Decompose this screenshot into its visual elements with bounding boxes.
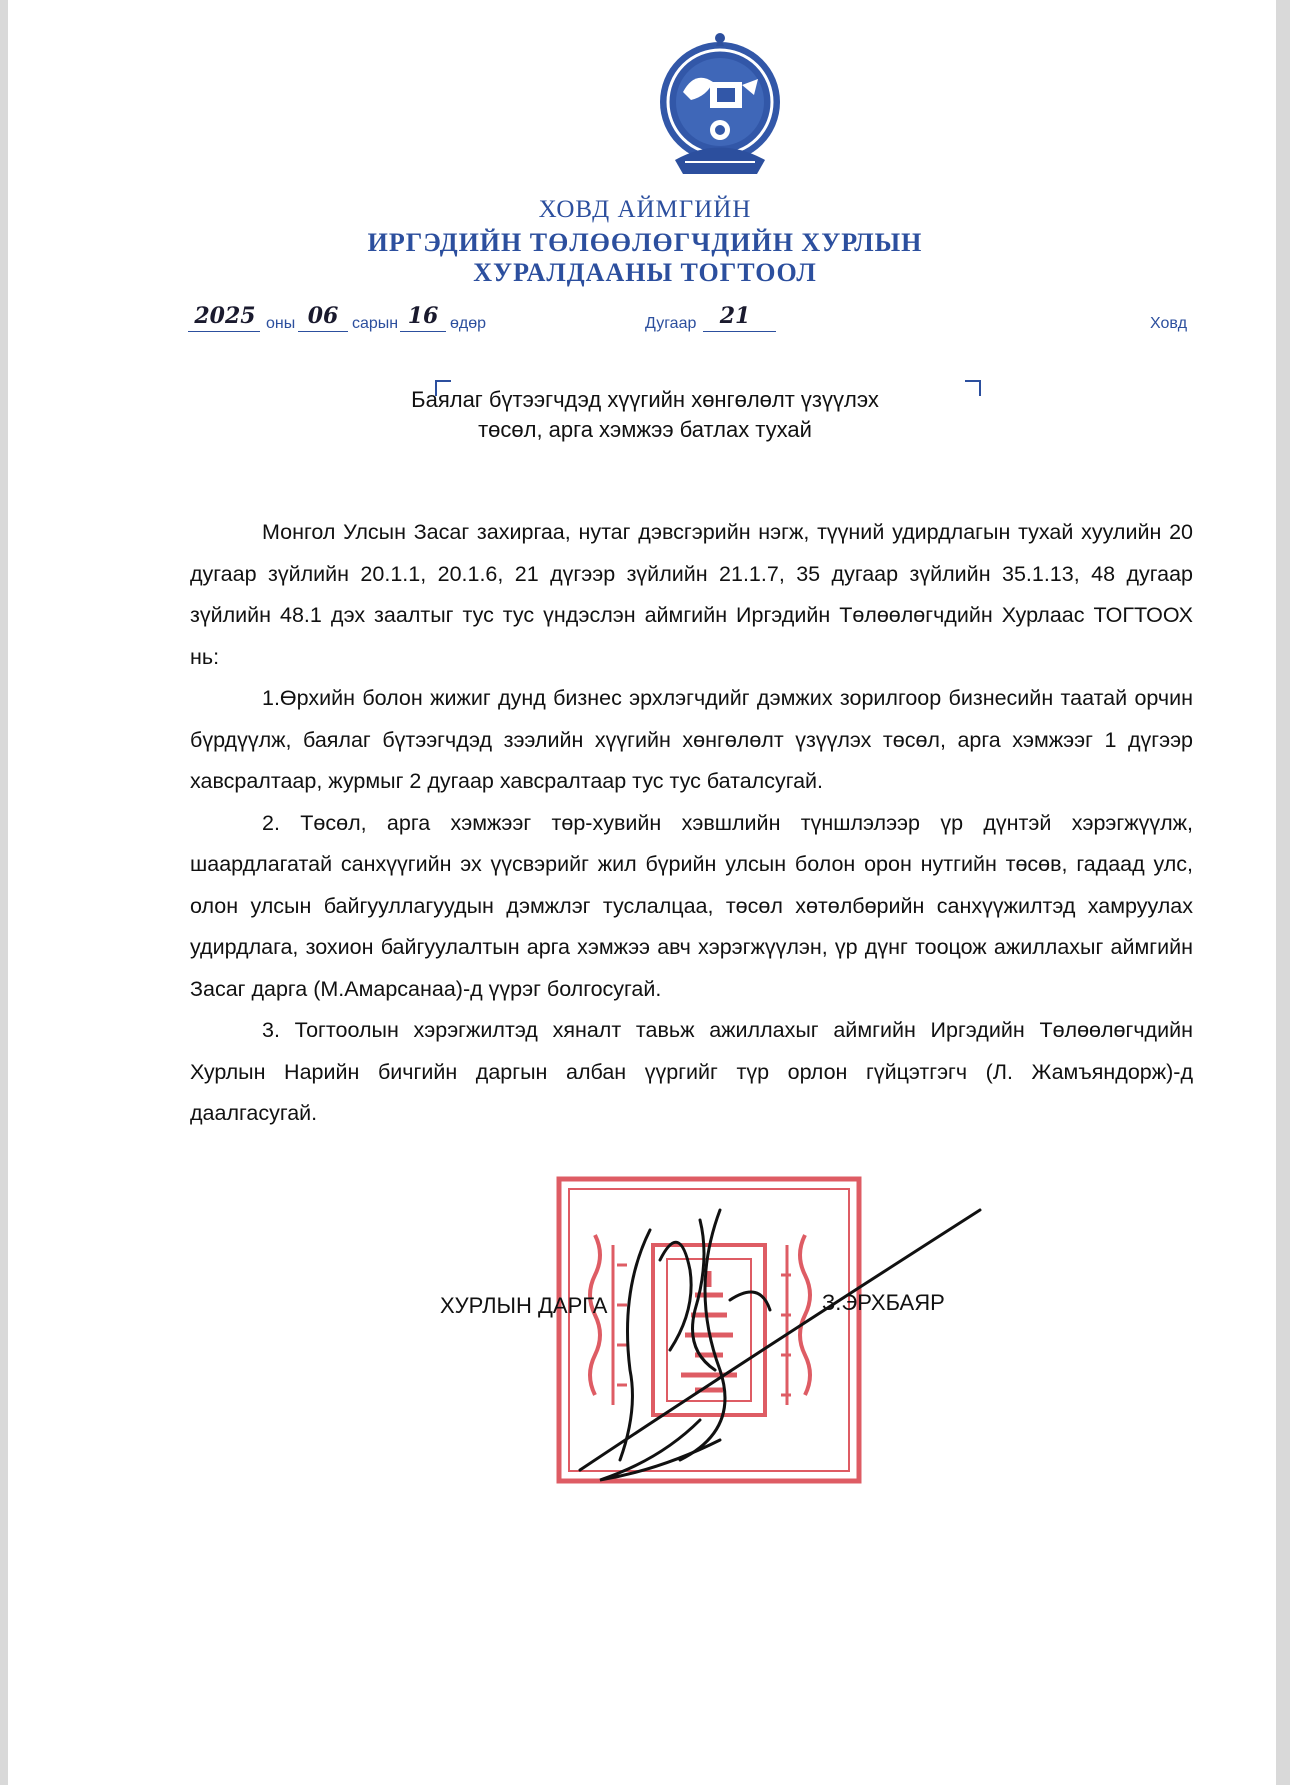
- header-line-council: ИРГЭДИЙН ТӨЛӨӨЛӨГЧДИЙН ХУРЛЫН: [367, 228, 923, 257]
- place-label: Ховд: [1150, 315, 1188, 332]
- subject-line-2: төсөл, арга хэмжээ батлах тухай: [478, 417, 812, 442]
- header-line-resolution: ХУРАЛДААНЫ ТОГТООЛ: [473, 258, 817, 287]
- resolution-body: [190, 512, 1193, 1135]
- month-label: сарын: [352, 315, 399, 332]
- state-emblem-icon: [655, 30, 785, 182]
- year-label: оны: [266, 315, 296, 332]
- handwritten-signature: [570, 1200, 990, 1490]
- year-value: 2025: [194, 303, 256, 329]
- day-label: өдөр: [450, 315, 487, 332]
- number-value: 21: [719, 303, 751, 329]
- header-line-aimag: ХОВД АЙМГИЙН: [538, 196, 752, 223]
- signatory-name: З.ЭРХБАЯР: [822, 1290, 945, 1315]
- number-underline: [703, 331, 776, 332]
- day-underline: [400, 331, 446, 332]
- number-label: Дугаар: [645, 315, 697, 332]
- subject-line-1: Баялаг бүтээгчдэд хүүгийн хөнгөлөлт үзүүлэх: [411, 387, 879, 412]
- signatory-title: ХУРЛЫН ДАРГА: [440, 1293, 608, 1318]
- item-3-paragraph: 3. Тогтоолын хэрэгжилтэд хяналт тавьж ажиллахыг аймгийн Иргэдийн Төлөөлөгчдийн Хурлын Нарийн бичгийн даргын албан үүргийг түр орлон гүйцэтгэгч (Л. Жамъяндорж)-д даалгасугай.: [190, 1018, 1193, 1125]
- subject-title: [0, 385, 1290, 445]
- item-1-paragraph: 1.Өрхийн болон жижиг дунд бизнес эрхлэгчдийг дэмжих зорилгоор бизнесийн таатай орчин бүрдүүлж, баялаг бүтээгчдэд зээлийн хүүгийн хөнгөлөлт үзүүлэх төсөл, арга хэмжээг 1 дүгээр хавсралтаар, журмыг 2 дугаар хавсралтаар тус тус баталсугай.: [190, 686, 1193, 793]
- month-value: 06: [307, 303, 339, 329]
- item-2-paragraph: 2. Төсөл, арга хэмжээг төр-хувийн хэвшлийн түншлэлээр үр дүнтэй хэрэгжүүлж, шаардлагатай санхүүгийн эх үүсвэрийг жил бүрийн улсын болон орон нутгийн төсөв, гадаад улс, олон улсын байгууллагуудын дэмжлэг туслалцаа, төсөл хөтөлбөрийн санхүүжилтэд хамруулах удирдлага, зохион байгуулалтын арга хэмжээ авч хэрэгжүүлэн, үр дүнг тооцож ажиллахыг аймгийн Засаг дарга (М.Амарсанаа)-д үүрэг болгосугай.: [190, 810, 1193, 1001]
- date-row: [0, 305, 1290, 335]
- month-underline: [298, 331, 348, 332]
- day-value: 16: [407, 303, 439, 329]
- preamble-paragraph: Монгол Улсын Засаг захиргаа, нутаг дэвсгэрийн нэгж, түүний удирдлагын тухай хуулийн 20 дугаар зүйлийн 20.1.1, 20.1.6, 21 дүгээр зүйлийн 21.1.7, 35 дугаар зүйлийн 35.1.13, 48 дугаар зүйлийн 48.1 дэх заалтыг тус тус үндэслэн аймгийн Иргэдийн Төлөөлөгчдийн Хурлаас ТОГТООХ нь:: [190, 520, 1193, 669]
- year-underline: [188, 331, 260, 332]
